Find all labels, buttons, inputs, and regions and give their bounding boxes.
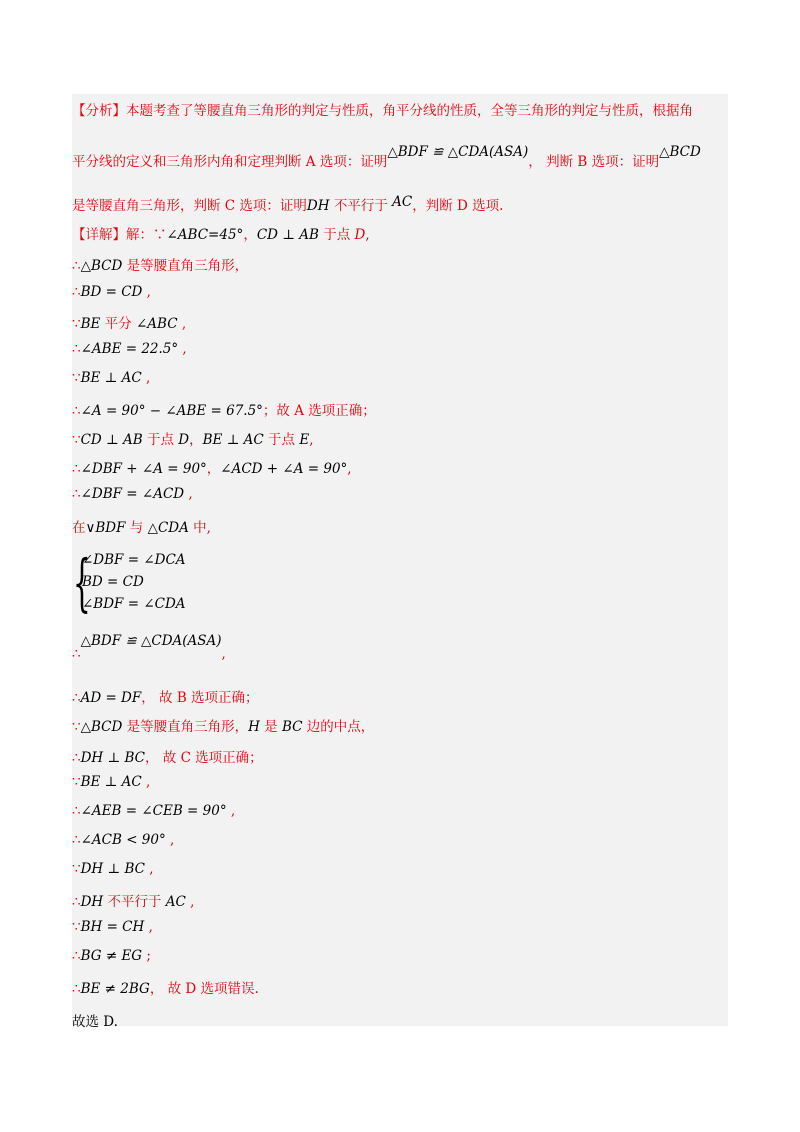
system-brace: { [73,546,91,619]
analysis-line-3: 是等腰直角三角形，判断 C 选项：证明DH 不平行于 AC，判断 D 选项. [72,194,504,214]
step-line: ∵BE ⊥ AC , [72,370,151,386]
after-line: ∵BE ⊥ AC , [72,774,151,790]
detail-line-1: 【详解】解：∵∠ABC=45°，CD ⊥ AB 于点 D, [72,227,370,243]
congruence-line: ∴△BDF ≌ △CDA(ASA), [72,633,226,662]
after-line: ∴∠AEB = ∠CEB = 90° , [72,803,236,819]
after-line: ∵DH ⊥ BC , [72,861,154,877]
conclusion: 故选 D. [72,1014,118,1030]
detail-label: 【详解】 [72,227,126,243]
step-line: ∴BD = CD , [72,284,151,300]
after-line: ∴AD = DF， 故 B 选项正确； [72,690,259,706]
step-line: ∵BE 平分 ∠ABC , [72,316,187,332]
after-line: ∵△BCD 是等腰直角三角形，H 是 BC 边的中点， [72,719,375,735]
after-line: ∴∠ACB < 90° , [72,832,175,848]
step-line: ∵CD ⊥ AB 于点 D，BE ⊥ AC 于点 E, [72,432,314,448]
after-line: ∴DH ⊥ BC， 故 C 选项正确； [72,750,263,766]
system-eq-3: ∠BDF = ∠CDA [82,596,186,612]
step-line: ∴∠DBF = ∠ACD , [72,486,193,502]
step-line: ∴△BCD 是等腰直角三角形， [72,258,249,274]
after-line: ∵BH = CH , [72,919,153,935]
step-line: ∴∠DBF + ∠A = 90°，∠ACD + ∠A = 90°, [72,461,352,477]
system-eq-1: ∠DBF = ∠DCA [82,552,186,568]
analysis-line-1: 【分析】本题考查了等腰直角三角形的判定与性质，角平分线的性质，全等三角形的判定与性质，根据角 [72,103,693,119]
system-eq-2: BD = CD [82,574,144,590]
after-line: ∴BG ≠ EG ; [72,948,151,964]
step-line: ∴∠A = 90° − ∠ABE = 67.5°；故 A 选项正确； [72,403,376,419]
after-line: ∴DH 不平行于 AC , [72,894,195,910]
analysis-line-2: 平分线的定义和三角形内角和定理判断 A 选项：证明△BDF ≌ △CDA(ASA)， 判断 B 选项：证明△BCD [72,144,701,170]
analysis-label: 【分析】 [72,103,126,119]
after-line: ∴BE ≠ 2BG， 故 D 选项错误. [72,981,259,997]
step-line: ∴∠ABE = 22.5° , [72,341,187,357]
triangle-intro-line: 在∨BDF 与 △CDA 中, [72,520,211,536]
